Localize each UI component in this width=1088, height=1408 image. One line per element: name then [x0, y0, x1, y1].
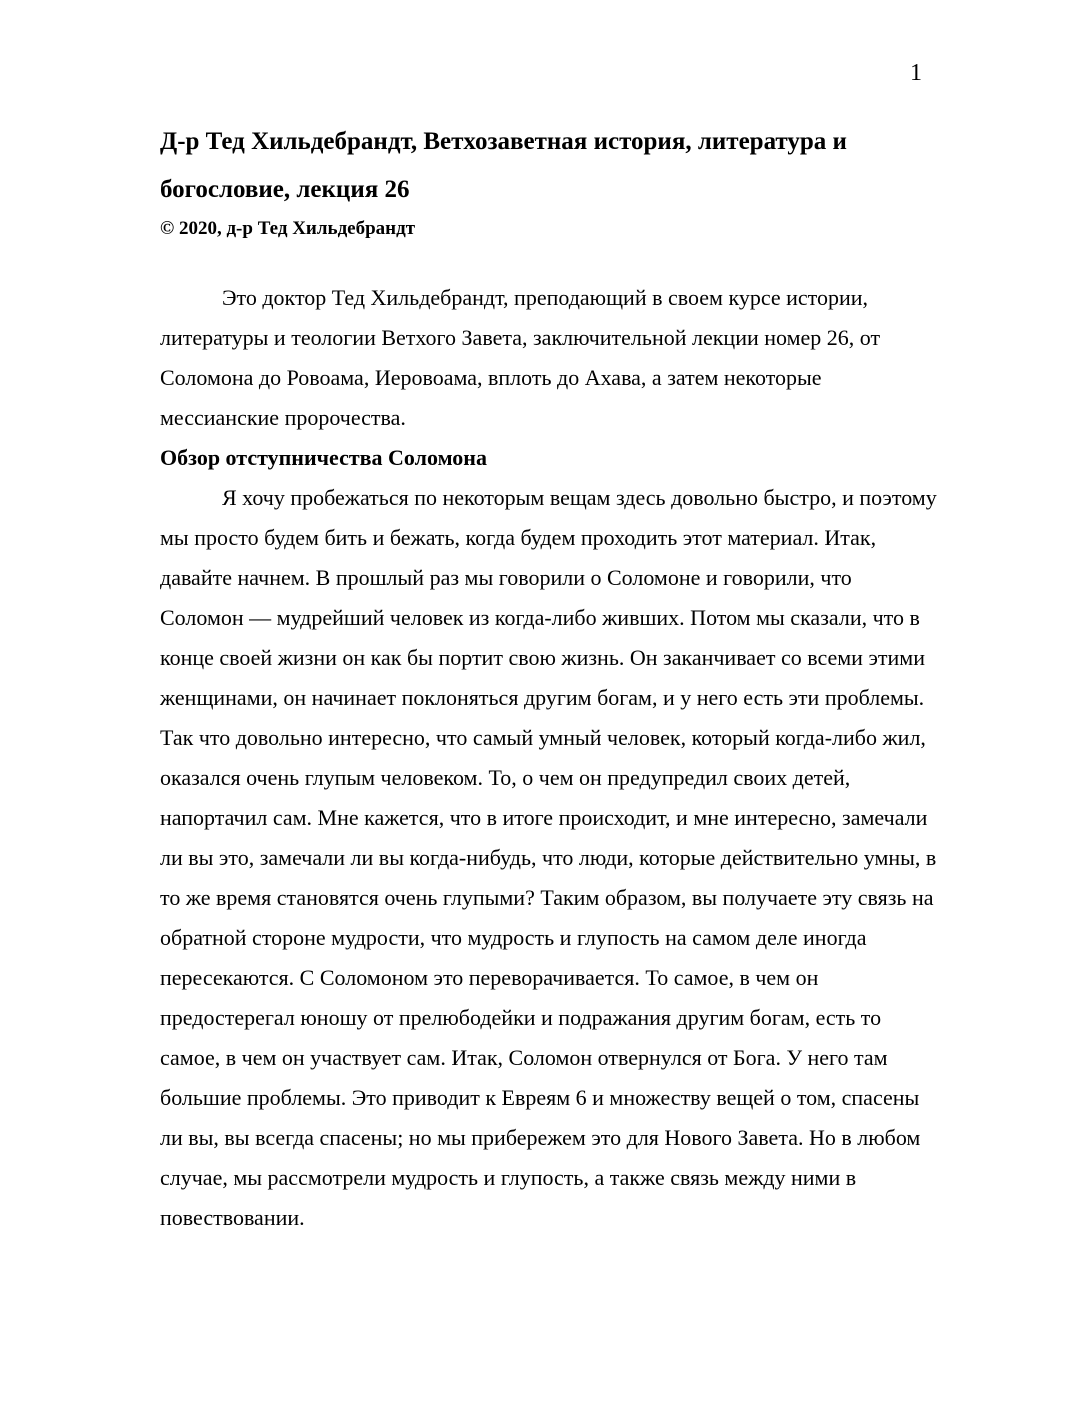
paragraph-introduction: Это доктор Тед Хильдебрандт, преподающий в своем курсе истории, литературы и теологии Ветхого Завета, заключительной лекции номер 26, от Соломона до Ровоама, Иеровоама, вплоть до Ахава, а затем некоторые мессианские пророчества.	[160, 285, 881, 430]
section-heading-solomon-apostasy: Обзор отступничества Соломона	[160, 445, 487, 470]
copyright-line: © 2020, д-р Тед Хильдебрандт	[160, 218, 416, 239]
document-content	[160, 118, 938, 1238]
document-title: Д-р Тед Хильдебрандт, Ветхозаветная история, литература и богословие, лекция 26	[160, 128, 847, 203]
page-number: 1	[910, 60, 922, 86]
paragraph-solomon-discussion: Я хочу пробежаться по некоторым вещам здесь довольно быстро, и поэтому мы просто будем бить и бежать, когда будем проходить этот материал. Итак, давайте начнем. В прошлый раз мы говорили о Соломоне и говорили, что Соломон — мудрейший человек из когда-либо живших. Потом мы сказали, что в конце своей жизни он как бы портит свою жизнь. Он заканчивает со всеми этими женщинами, он начинает поклоняться другим богам, и у него есть эти проблемы. Так что довольно интересно, что самый умный человек, который когда-либо жил, оказался очень глупым человеком. То, о чем он предупредил своих детей, напортачил сам. Мне кажется, что в итоге происходит, и мне интересно, замечали ли вы это, замечали ли вы когда-нибудь, что люди, которые действительно умны, в то же время становятся очень глупыми? Таким образом, вы получаете эту связь на обратной стороне мудрости, что мудрость и глупость на самом деле иногда пересекаются. С Соломоном это переворачивается. То самое, в чем он предостерегал юношу от прелюбодейки и подражания другим богам, есть то самое, в чем он участвует сам. Итак, Соломон отвернулся от Бога. У него там большие проблемы. Это приводит к Евреям 6 и множеству вещей о том, спасены ли вы, вы всегда спасены; но мы прибережем это для Нового Завета. Но в любом случае, мы рассмотрели мудрость и глупость, а также связь между ними в повествовании.	[160, 485, 937, 1230]
